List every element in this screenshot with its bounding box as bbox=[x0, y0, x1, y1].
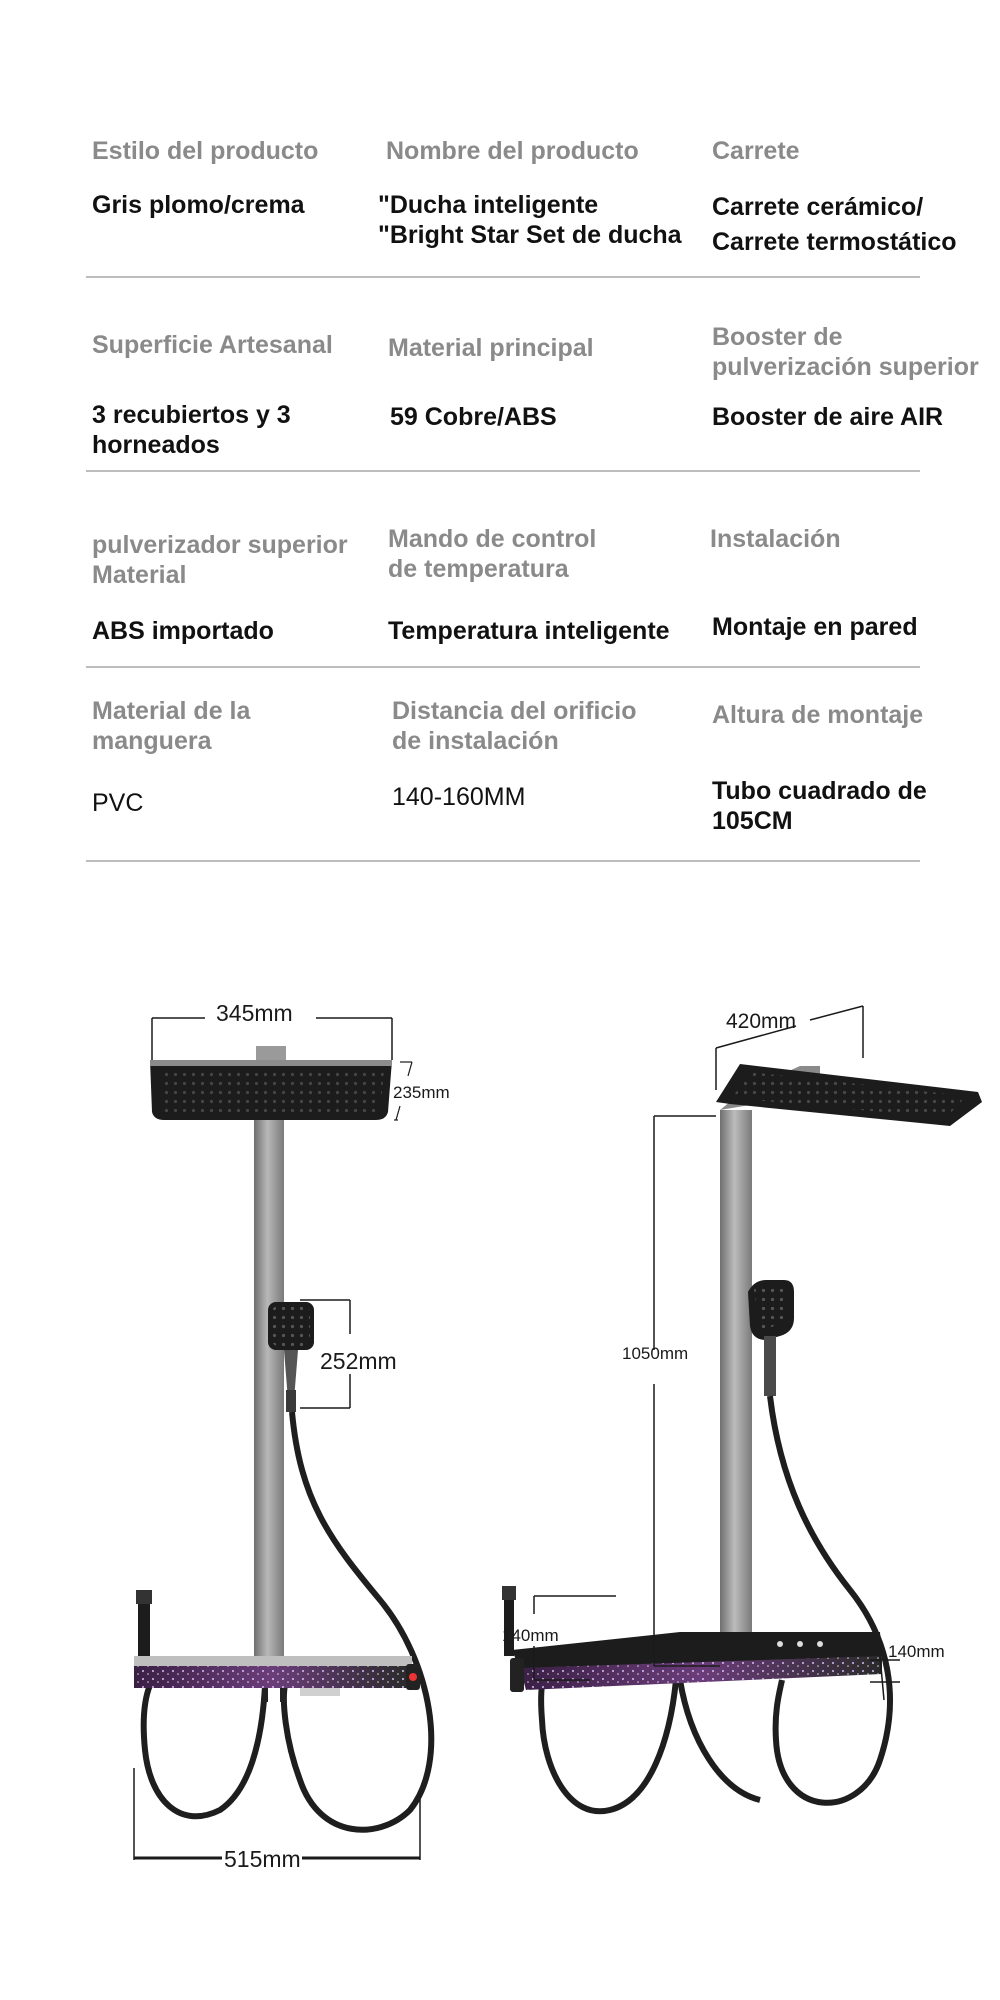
front-handshower-label: 252mm bbox=[320, 1348, 397, 1374]
spec-value-pulverizador: ABS importado bbox=[92, 617, 274, 645]
spec-value-estilo: Gris plomo/crema bbox=[92, 191, 305, 219]
front-base-width-label: 515mm bbox=[224, 1846, 301, 1872]
spec-label-instalacion: Instalación bbox=[710, 525, 841, 553]
spec-value-carrete: Carrete cerámico/ Carrete termostático bbox=[712, 193, 957, 256]
spec-value-instalacion: Montaje en pared bbox=[712, 613, 918, 641]
spec-label-nombre: Nombre del producto bbox=[386, 137, 639, 165]
spec-value-distancia: 140-160MM bbox=[392, 783, 526, 811]
spec-label-booster: Booster de pulverización superior bbox=[712, 323, 979, 381]
spec-label-manguera: Material de la manguera bbox=[92, 697, 251, 755]
row-divider bbox=[86, 666, 920, 668]
side-height-label: 1050mm bbox=[622, 1344, 689, 1363]
side-shelf-right-label: 140mm bbox=[888, 1642, 945, 1661]
front-view-diagram bbox=[0, 980, 500, 1900]
vertical-pipe bbox=[254, 1120, 284, 1660]
spec-label-estilo: Estilo del producto bbox=[92, 137, 319, 165]
spec-value-nombre: "Ducha inteligente "Bright Star Set de ducha bbox=[378, 191, 682, 249]
spec-label-altura: Altura de montaje bbox=[712, 701, 924, 729]
front-head-depth-label: 235mm bbox=[393, 1083, 450, 1102]
hose bbox=[770, 1396, 890, 1803]
spec-label-pulverizador: pulverizador superior Material bbox=[92, 531, 348, 589]
spec-value-altura: Tubo cuadrado de 105CM bbox=[712, 777, 927, 835]
spec-value-booster: Booster de aire AIR bbox=[712, 403, 944, 431]
side-view-diagram bbox=[480, 980, 1000, 1900]
front-head-width-label: 345mm bbox=[216, 1000, 293, 1026]
spec-value-mando: Temperatura inteligente bbox=[388, 617, 670, 645]
side-shelf-left-label: 140mm bbox=[502, 1626, 559, 1645]
spec-value-material: 59 Cobre/ABS bbox=[390, 403, 557, 431]
spec-label-distancia: Distancia del orificio de instalación bbox=[392, 697, 637, 755]
row-divider bbox=[86, 276, 920, 278]
row-divider bbox=[86, 860, 920, 862]
spec-label-carrete: Carrete bbox=[712, 137, 800, 165]
hose bbox=[284, 1412, 431, 1830]
spec-value-superficie: 3 recubiertos y 3 horneados bbox=[92, 401, 291, 459]
side-head-width-label: 420mm bbox=[726, 1010, 797, 1033]
spec-label-superficie: Superficie Artesanal bbox=[92, 331, 333, 359]
spec-value-manguera: PVC bbox=[92, 789, 144, 817]
vertical-pipe bbox=[720, 1110, 752, 1658]
spec-label-mando: Mando de control de temperatura bbox=[388, 525, 597, 583]
spec-label-material: Material principal bbox=[388, 334, 594, 362]
row-divider bbox=[86, 470, 920, 472]
